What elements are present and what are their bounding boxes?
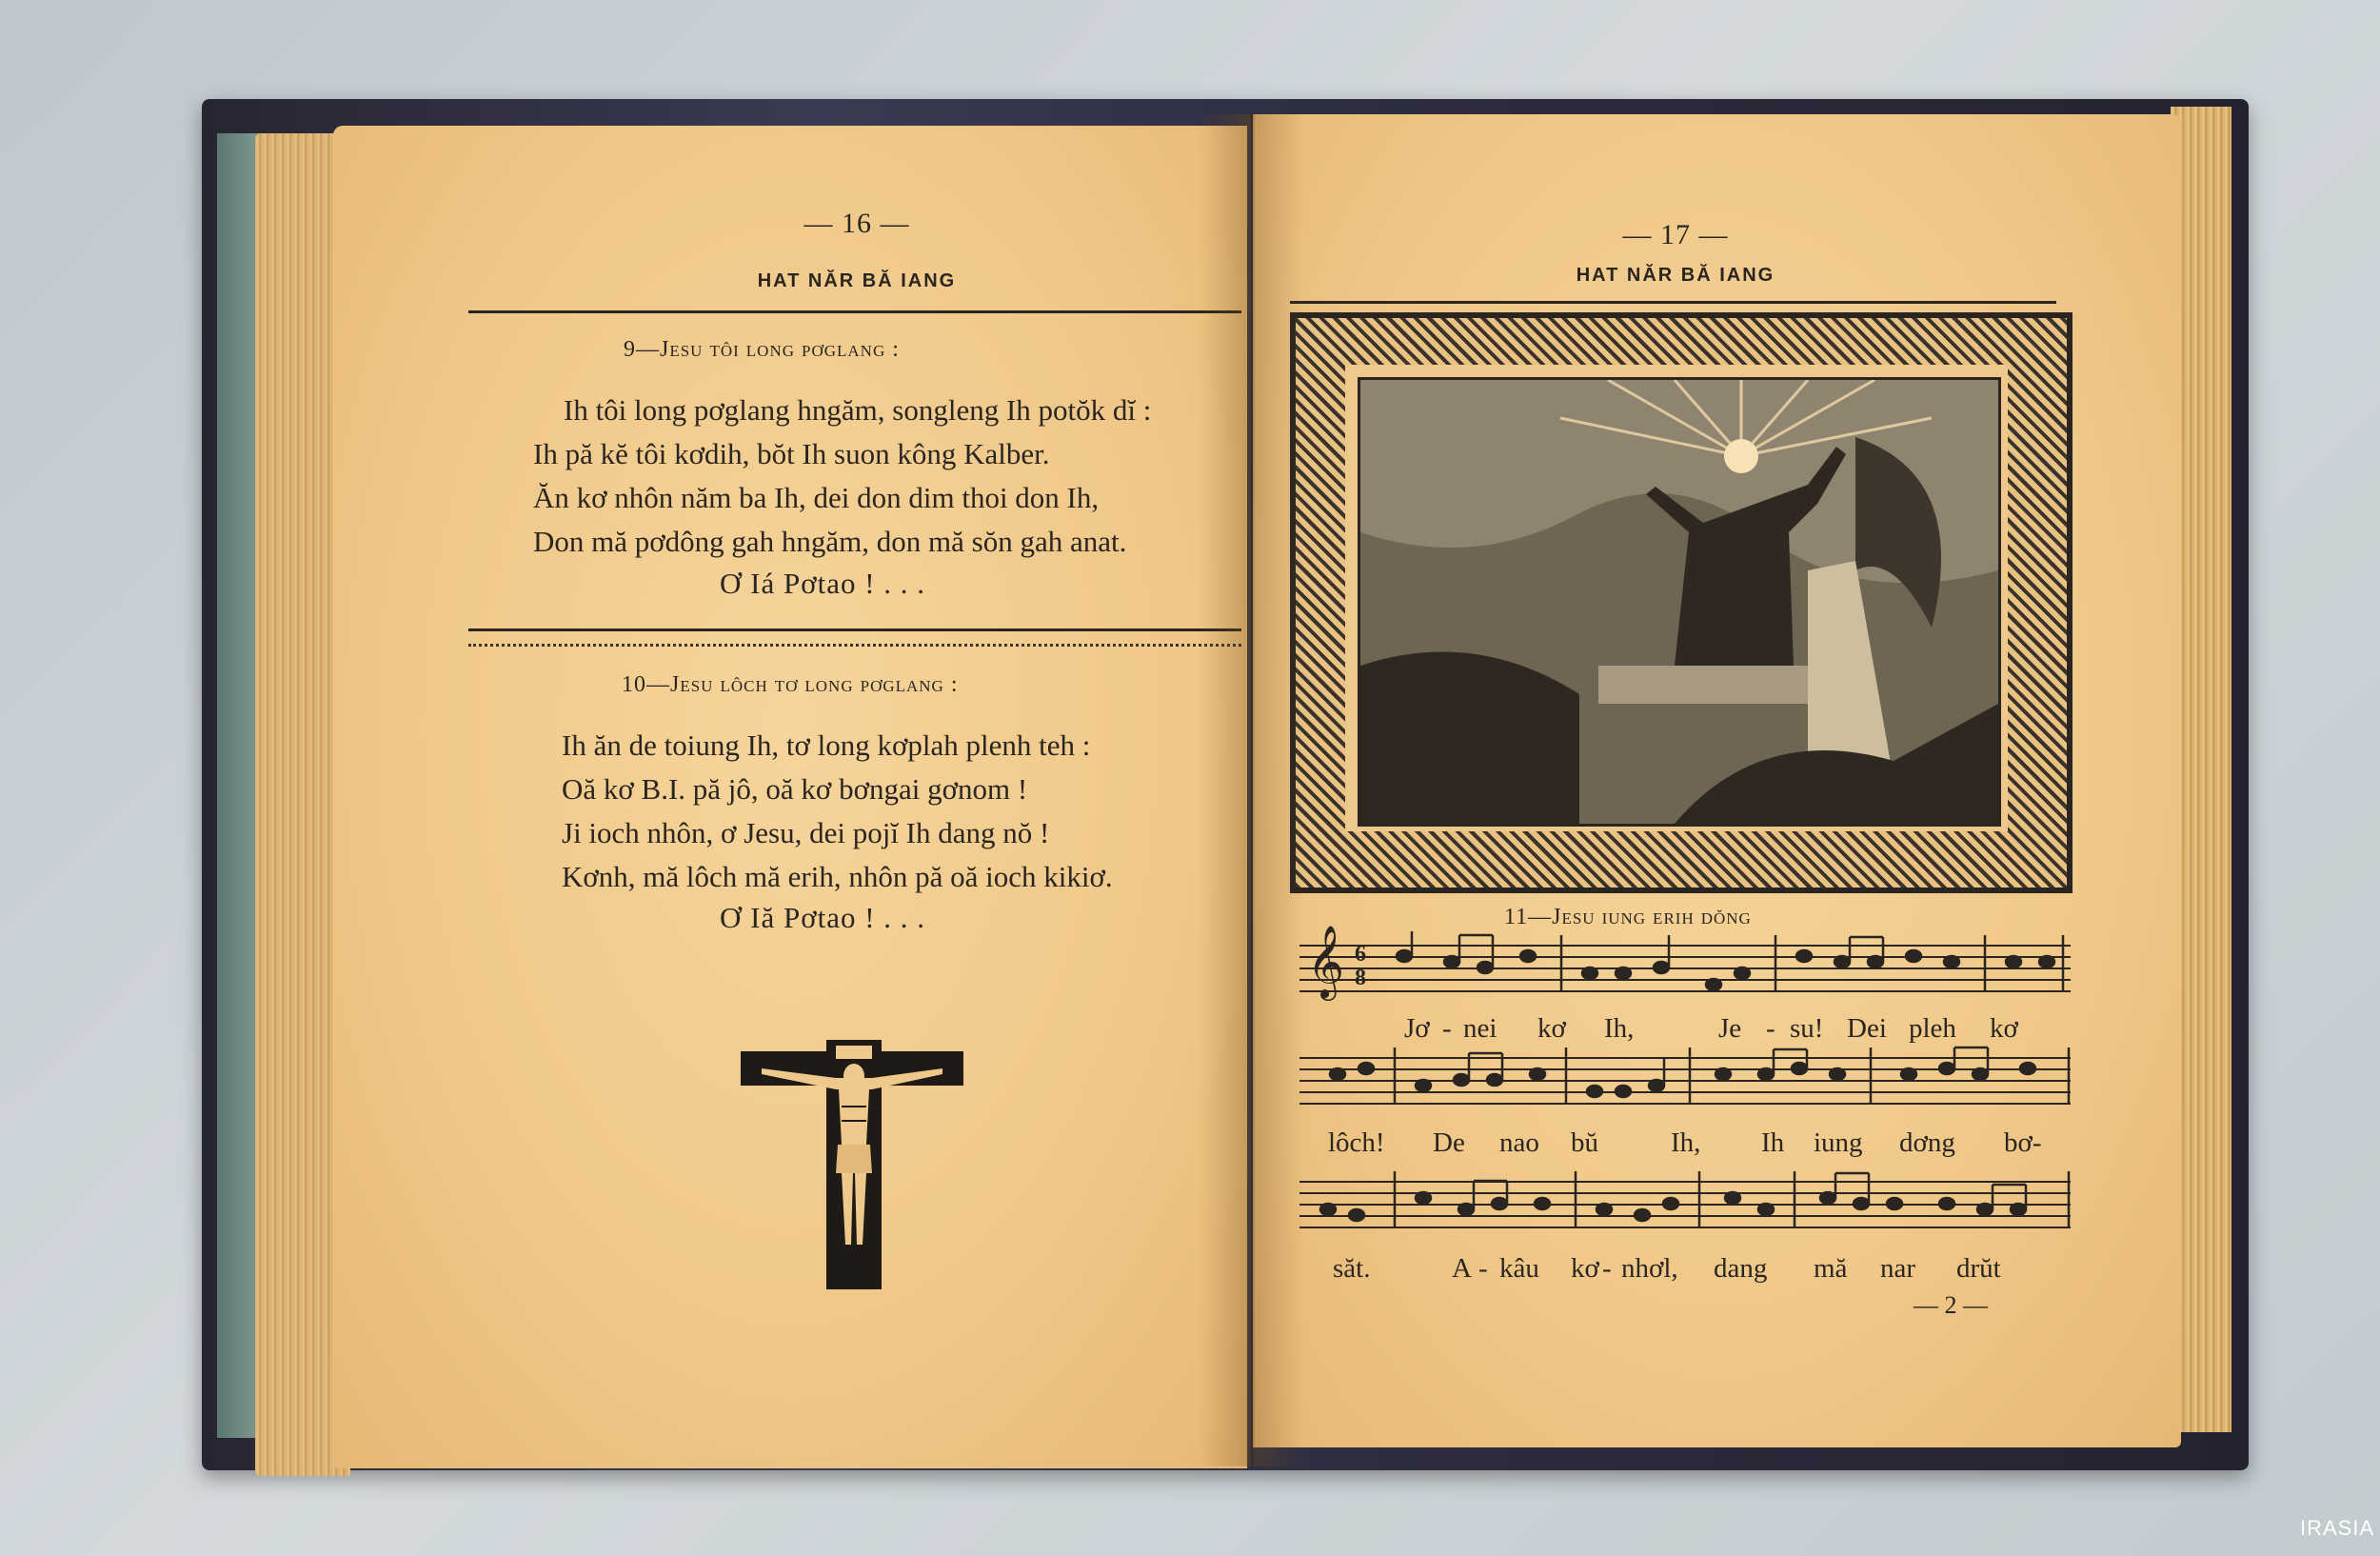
- page-number-left: — 16 —: [803, 208, 910, 239]
- hymn-9-refrain: Ơ Iá Pơtao ! . . .: [720, 567, 926, 600]
- music-staff-3: [1299, 1181, 2071, 1228]
- lyric-syllable: kơ: [1990, 1013, 2018, 1044]
- verse-line: Don mă pơdông gah hngăm, don mă sŏn gah anat.: [533, 525, 1127, 558]
- section-rule: [468, 628, 1241, 631]
- treble-clef-icon: 𝄞: [1307, 928, 1345, 997]
- lyric-syllable: Jơ: [1404, 1013, 1430, 1044]
- lyric-syllable: Ih,: [1671, 1127, 1701, 1158]
- lyric-syllable: kơ: [1571, 1253, 1599, 1284]
- verse-line: Ih tôi long pơglang hngăm, songleng Ih potŏk dĭ :: [564, 393, 1152, 427]
- lyric-syllable: nar: [1880, 1253, 1916, 1284]
- lyric-syllable: A: [1452, 1253, 1472, 1284]
- crucifix-illustration: [741, 1040, 963, 1289]
- staff-2-notes: [1299, 1044, 2071, 1120]
- verse-line: Ih pă kĕ tôi kơdih, bŏt Ih suon kông Kalber.: [533, 437, 1050, 470]
- music-staff-2: [1299, 1057, 2071, 1105]
- lyric-syllable: -: [1442, 1013, 1452, 1044]
- music-staff-1: [1299, 928, 2071, 997]
- running-head-right: HAT NĂR BĂ IANG: [1576, 265, 1775, 286]
- lyric-syllable: Dei: [1847, 1013, 1887, 1044]
- signature-mark: — 2 —: [1914, 1291, 1988, 1319]
- engraving-scene: [1360, 380, 1998, 824]
- lyric-syllable: săt.: [1333, 1253, 1371, 1284]
- lyric-syllable: kâu: [1499, 1253, 1539, 1284]
- page-number-right: — 17 —: [1622, 219, 1729, 250]
- lyric-syllable: nao: [1499, 1127, 1539, 1158]
- lyric-syllable: Je: [1718, 1013, 1742, 1044]
- lyric-syllable: -: [1478, 1253, 1488, 1284]
- lyric-syllable: Ih,: [1604, 1013, 1635, 1044]
- hymn-9-title: 9—Jesu tôi long pơglang :: [624, 337, 900, 362]
- hymn-10-refrain: Ơ Iă Pơtao ! . . .: [720, 901, 926, 934]
- lyric-syllable: Ih: [1761, 1127, 1785, 1158]
- lyric-syllable: drŭt: [1956, 1253, 2001, 1284]
- lyric-syllable: nei: [1463, 1013, 1497, 1044]
- time-signature: 6 8: [1355, 942, 1366, 990]
- hymn-11-title: 11—Jesu iung erih dŏng: [1504, 905, 1752, 929]
- lyric-syllable: -: [1602, 1253, 1612, 1284]
- lyric-syllable: mă: [1814, 1253, 1848, 1284]
- lyric-syllable: su!: [1790, 1013, 1824, 1044]
- lyric-syllable: pleh: [1909, 1013, 1956, 1044]
- watermark: IRASIA: [2300, 1516, 2375, 1540]
- lyric-syllable: De: [1433, 1127, 1465, 1158]
- lyric-syllable: kơ: [1537, 1013, 1566, 1044]
- book-gutter: [1200, 114, 1304, 1466]
- resurrection-engraving: [1358, 377, 2001, 827]
- lyric-syllable: -: [1766, 1013, 1775, 1044]
- lyric-syllable: lôch!: [1328, 1127, 1385, 1158]
- running-head-left: HAT NĂR BĂ IANG: [757, 270, 957, 291]
- lyric-syllable: dang: [1714, 1253, 1768, 1284]
- verse-line: Ih ăn de toiung Ih, tơ long kơplah plenh teh :: [562, 728, 1091, 762]
- staff-3-notes: [1299, 1167, 2071, 1244]
- hymn-10-verse: [562, 724, 1247, 899]
- verse-line: Ji ioch nhôn, ơ Jesu, dei pojĭ Ih dang nŏ !: [562, 816, 1050, 849]
- hymn-9-verse: [533, 389, 1247, 564]
- hymn-10-title: 10—Jesu lôch tơ long pơglang :: [622, 672, 959, 697]
- verse-line: Ăn kơ nhôn năm ba Ih, dei don dim thoi don Ih,: [533, 481, 1100, 514]
- header-rule-left: [468, 310, 1241, 313]
- lyric-syllable: nhơl,: [1621, 1253, 1678, 1284]
- verse-line: Kơnh, mă lôch mă erih, nhôn pă oă ioch kikiơ.: [562, 860, 1113, 893]
- lyric-syllable: dơng: [1899, 1127, 1955, 1158]
- lyric-syllable: iung: [1814, 1127, 1863, 1158]
- staff-1-notes: [1385, 931, 2071, 1007]
- verse-line: Oă kơ B.I. pă jô, oă kơ bơngai gơnom !: [562, 772, 1028, 806]
- lyric-syllable: bŭ: [1571, 1127, 1598, 1158]
- section-dotted-rule: [468, 644, 1241, 647]
- lyric-syllable: bơ-: [2004, 1127, 2042, 1158]
- header-rule-right: [1290, 301, 2056, 304]
